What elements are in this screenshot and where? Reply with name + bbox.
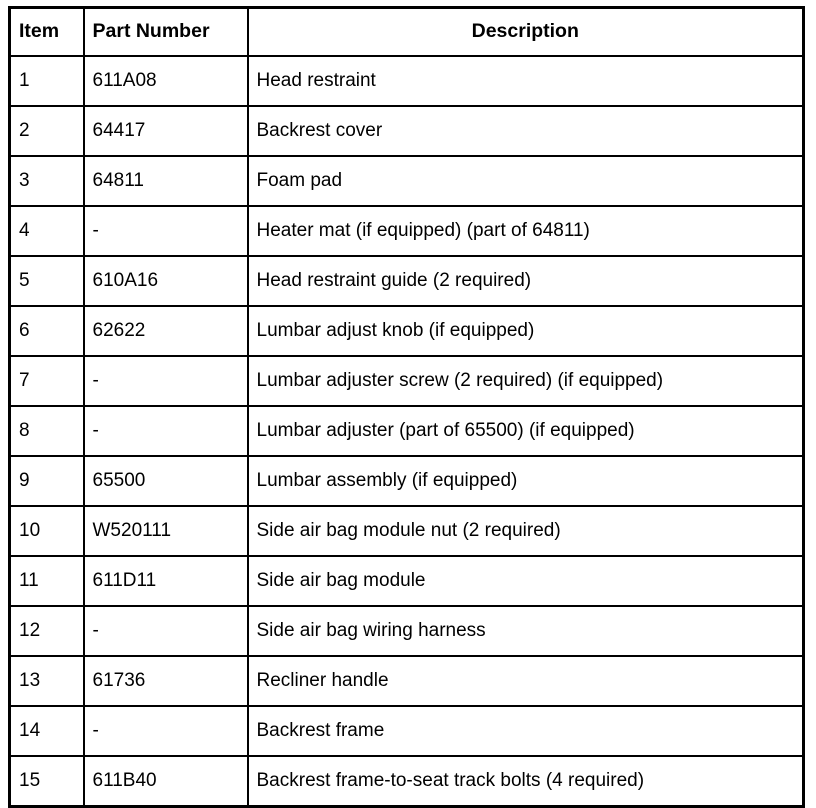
- cell-description: Foam pad: [248, 156, 804, 206]
- parts-table: [8, 6, 805, 808]
- cell-part-number: -: [84, 406, 248, 456]
- cell-part-number: 64417: [84, 106, 248, 156]
- table-row: [10, 406, 804, 456]
- table-body: [10, 56, 804, 807]
- cell-item: 2: [10, 106, 84, 156]
- cell-part-number: 64811: [84, 156, 248, 206]
- cell-item: 11: [10, 556, 84, 606]
- table-row: [10, 606, 804, 656]
- table-row: [10, 556, 804, 606]
- table-row: [10, 656, 804, 706]
- cell-description: Lumbar assembly (if equipped): [248, 456, 804, 506]
- table-row: [10, 56, 804, 106]
- table-row: [10, 456, 804, 506]
- cell-item: 3: [10, 156, 84, 206]
- cell-item: 7: [10, 356, 84, 406]
- cell-description: Backrest frame-to-seat track bolts (4 required): [248, 756, 804, 807]
- column-header-item: Item: [10, 8, 84, 57]
- cell-part-number: 610A16: [84, 256, 248, 306]
- cell-description: Lumbar adjuster screw (2 required) (if equipped): [248, 356, 804, 406]
- cell-item: 4: [10, 206, 84, 256]
- cell-description: Backrest frame: [248, 706, 804, 756]
- cell-part-number: 65500: [84, 456, 248, 506]
- cell-item: 15: [10, 756, 84, 807]
- cell-part-number: 61736: [84, 656, 248, 706]
- cell-part-number: -: [84, 356, 248, 406]
- cell-description: Lumbar adjuster (part of 65500) (if equipped): [248, 406, 804, 456]
- cell-description: Backrest cover: [248, 106, 804, 156]
- cell-part-number: 62622: [84, 306, 248, 356]
- table-row: [10, 756, 804, 807]
- table-row: [10, 506, 804, 556]
- cell-part-number: 611B40: [84, 756, 248, 807]
- cell-item: 6: [10, 306, 84, 356]
- column-header-part-number: Part Number: [84, 8, 248, 57]
- table-row: [10, 156, 804, 206]
- cell-part-number: -: [84, 706, 248, 756]
- table-row: [10, 306, 804, 356]
- cell-description: Head restraint: [248, 56, 804, 106]
- cell-description: Side air bag wiring harness: [248, 606, 804, 656]
- table-header-row: [10, 8, 804, 57]
- cell-item: 5: [10, 256, 84, 306]
- table-header: [10, 8, 804, 57]
- column-header-description: Description: [248, 8, 804, 57]
- cell-part-number: 611A08: [84, 56, 248, 106]
- cell-item: 1: [10, 56, 84, 106]
- cell-description: Heater mat (if equipped) (part of 64811): [248, 206, 804, 256]
- table-row: [10, 256, 804, 306]
- cell-part-number: -: [84, 206, 248, 256]
- table-row: [10, 106, 804, 156]
- cell-part-number: W520111: [84, 506, 248, 556]
- cell-part-number: -: [84, 606, 248, 656]
- cell-item: 9: [10, 456, 84, 506]
- cell-description: Side air bag module: [248, 556, 804, 606]
- cell-item: 13: [10, 656, 84, 706]
- cell-description: Recliner handle: [248, 656, 804, 706]
- table-row: [10, 206, 804, 256]
- cell-description: Head restraint guide (2 required): [248, 256, 804, 306]
- cell-part-number: 611D11: [84, 556, 248, 606]
- cell-description: Side air bag module nut (2 required): [248, 506, 804, 556]
- cell-item: 12: [10, 606, 84, 656]
- table-row: [10, 356, 804, 406]
- cell-item: 8: [10, 406, 84, 456]
- cell-item: 14: [10, 706, 84, 756]
- cell-description: Lumbar adjust knob (if equipped): [248, 306, 804, 356]
- cell-item: 10: [10, 506, 84, 556]
- table-row: [10, 706, 804, 756]
